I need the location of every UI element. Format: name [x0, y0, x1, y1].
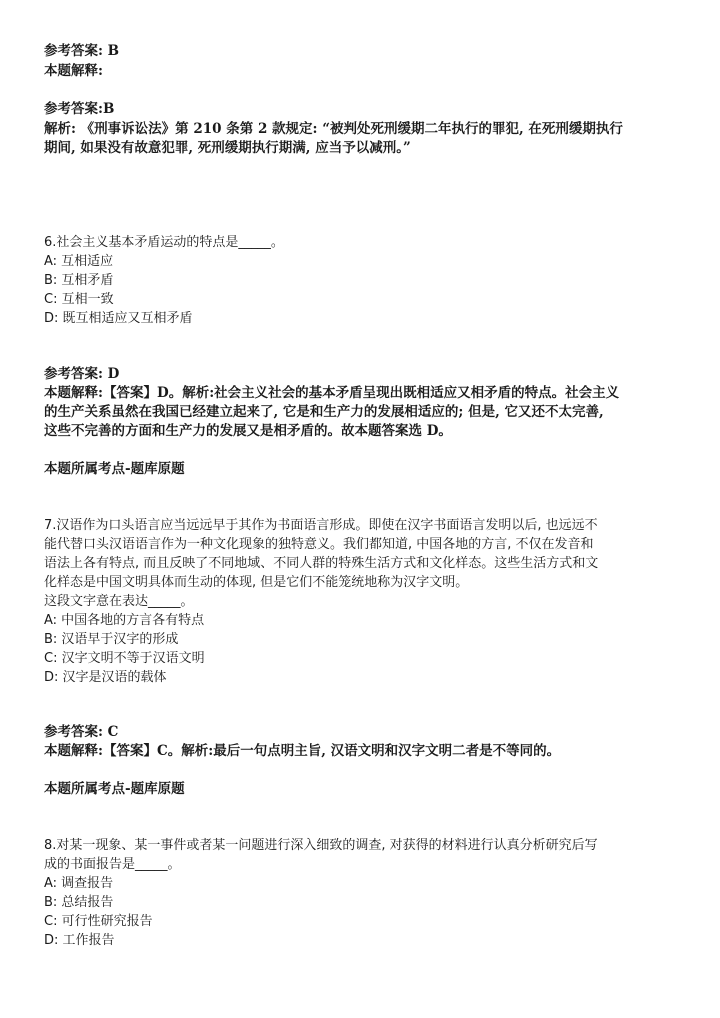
- question-stem-line: 化样态是中国文明具体而生动的体现, 但是它们不能笼统地称为汉字文明。: [44, 575, 469, 590]
- option-b: B: 总结报告: [44, 895, 114, 910]
- answer-line: 参考答案: C: [44, 724, 119, 740]
- explanation-label: 本题解释:: [44, 63, 103, 79]
- explanation-line: 本题解释:【答案】C。解析:最后一句点明主旨, 汉语文明和汉字文明二者是不等同的。: [44, 743, 561, 759]
- option-c: C: 互相一致: [44, 292, 114, 307]
- option-b: B: 汉语早于汉字的形成: [44, 632, 179, 647]
- explanation-line: 解析: 《刑事诉讼法》第 210 条第 2 款规定: “被判处死刑缓期二年执行的罪犯, 在死刑缓期执行: [44, 121, 623, 137]
- question-stem-line: 8.对某一现象、某一事件或者某一问题进行深入细致的调查, 对获得的材料进行认真分析研究后写: [44, 838, 598, 853]
- option-d: D: 既互相适应又互相矛盾: [44, 311, 193, 326]
- question-stem-line: 能代替口头汉语语言作为一种文化现象的独特意义。我们都知道, 中国各地的方言, 不仅在发音和: [44, 537, 594, 552]
- question-stem-line: 这段文字意在表达_____。: [44, 594, 194, 609]
- answer-line: 参考答案:B: [44, 101, 115, 117]
- option-a: A: 调查报告: [44, 876, 114, 891]
- option-d: D: 汉字是汉语的载体: [44, 670, 167, 685]
- option-a: A: 互相适应: [44, 254, 114, 269]
- option-b: B: 互相矛盾: [44, 273, 114, 288]
- explanation-line: 本题解释:【答案】D。解析:社会主义社会的基本矛盾呈现出既相适应又相矛盾的特点。社会主义: [44, 385, 620, 401]
- option-c: C: 可行性研究报告: [44, 914, 153, 929]
- option-d: D: 工作报告: [44, 933, 115, 948]
- explanation-line: 这些不完善的方面和生产力的发展又是相矛盾的。故本题答案选 D。: [44, 423, 452, 439]
- source-note: 本题所属考点-题库原题: [44, 461, 185, 477]
- explanation-line: 期间, 如果没有故意犯罪, 死刑缓期执行期满, 应当予以减刑。”: [44, 140, 411, 156]
- option-c: C: 汉字文明不等于汉语文明: [44, 651, 205, 666]
- question-stem-line: 成的书面报告是_____。: [44, 857, 181, 872]
- question-stem: 6.社会主义基本矛盾运动的特点是_____。: [44, 235, 284, 250]
- answer-line: 参考答案: D: [44, 366, 120, 382]
- question-stem-line: 语法上各有特点, 而且反映了不同地域、不同人群的特殊生活方式和文化样态。这些生活方式和文: [44, 556, 599, 571]
- option-a: A: 中国各地的方言各有特点: [44, 613, 205, 628]
- source-note: 本题所属考点-题库原题: [44, 781, 185, 797]
- question-stem-line: 7.汉语作为口头语言应当远远早于其作为书面语言形成。即使在汉字书面语言发明以后, 也远远不: [44, 518, 598, 533]
- explanation-line: 的生产关系虽然在我国已经建立起来了, 它是和生产力的发展相适应的; 但是, 它又还不太完善,: [44, 404, 604, 420]
- answer-line: 参考答案: B: [44, 43, 120, 59]
